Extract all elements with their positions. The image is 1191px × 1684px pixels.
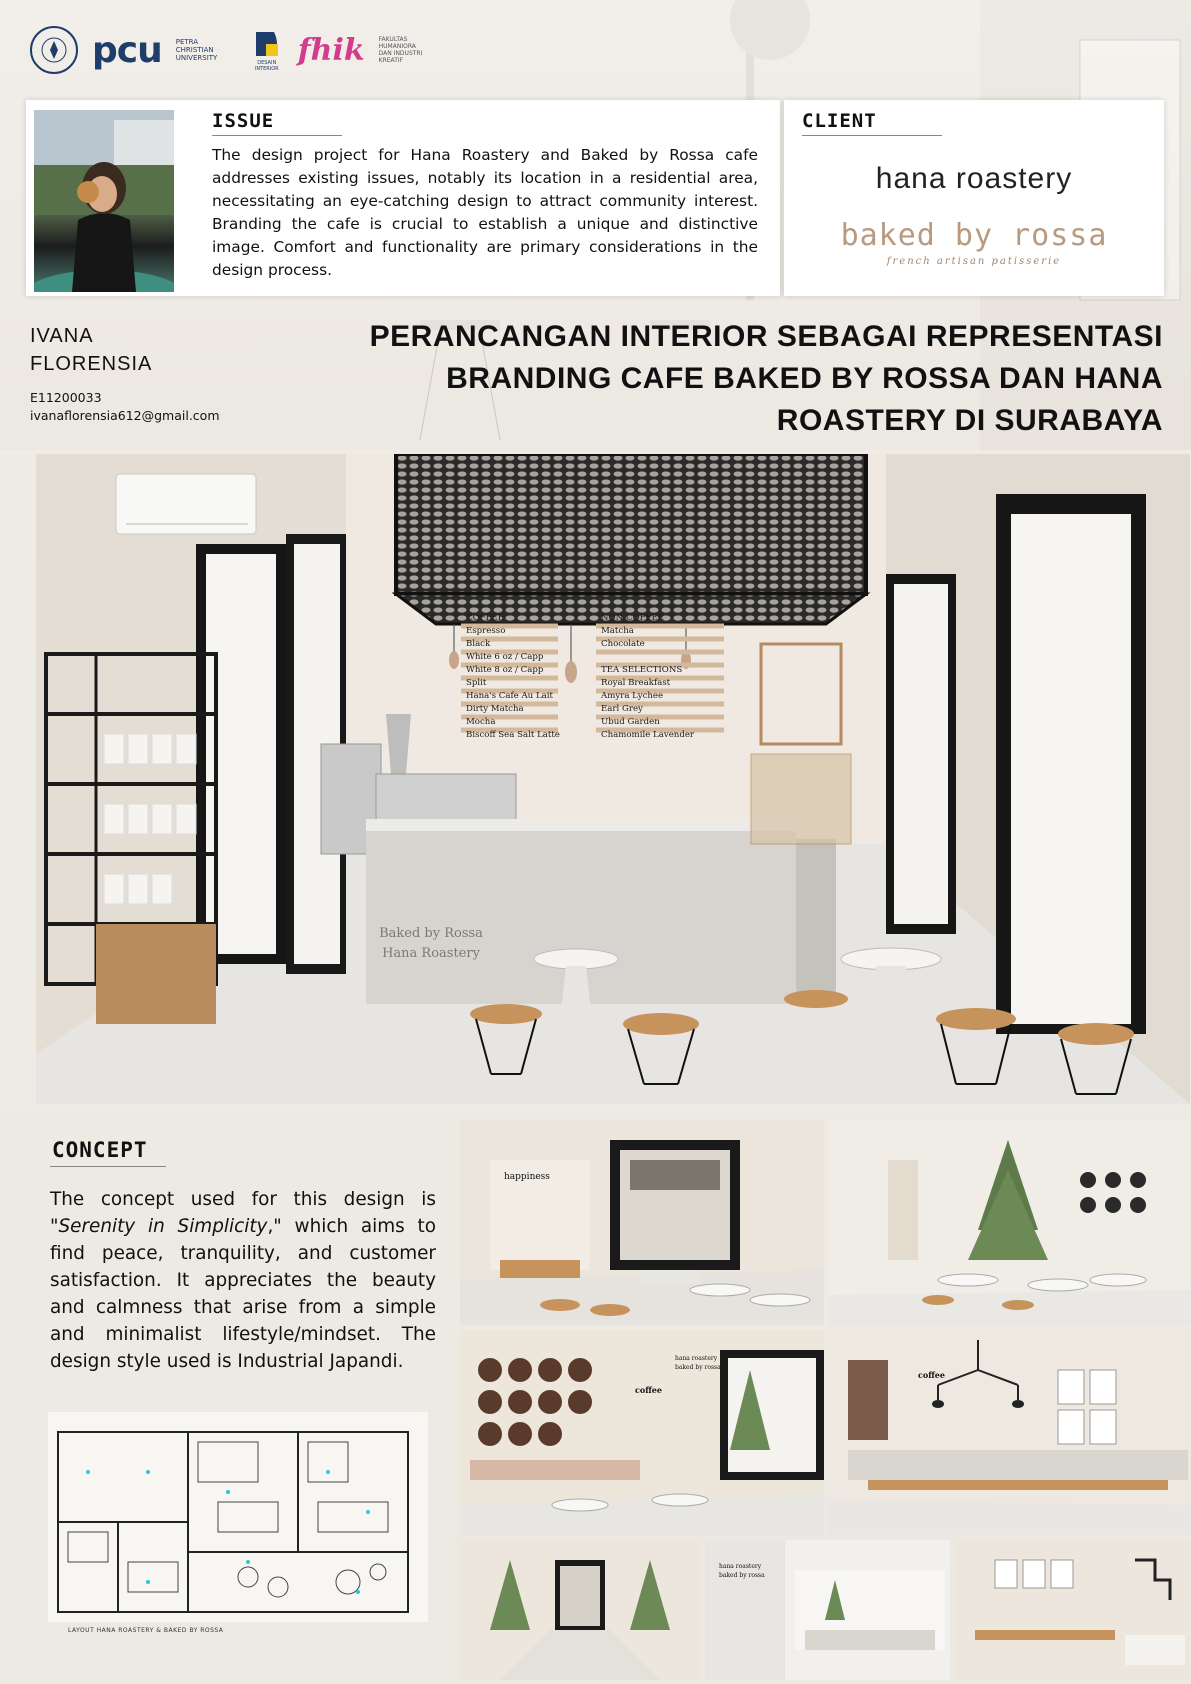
client-heading: CLIENT: [802, 110, 877, 132]
floor-plan-caption: LAYOUT HANA ROASTERY & BAKED BY ROSSA: [68, 1627, 224, 1634]
tea-item: Royal Breakfast: [601, 678, 671, 688]
author-student-id: E11200033: [30, 390, 102, 405]
concept-emphasis: Serenity in Simplicity: [58, 1216, 268, 1237]
noncoffee-item: Matcha: [601, 626, 634, 636]
main-interior-render: [36, 454, 1190, 1104]
brand-wall-sign-2: [719, 1562, 765, 1580]
happiness-wall-text: happiness: [504, 1172, 550, 1182]
brand-sign-line-1: hana roastery: [675, 1355, 718, 1362]
noncoffee-item: Chocolate: [601, 639, 645, 649]
project-title: [303, 316, 1163, 442]
title-line-3: ROASTERY DI SURABAYA: [776, 404, 1163, 437]
noncoffee-menu-header: NON-COFFEE: [601, 613, 665, 623]
concept-heading: CONCEPT: [52, 1138, 148, 1162]
coffee-menu-board: [466, 612, 560, 742]
gallery-render-counter-view: [705, 1540, 950, 1680]
counter-sign: [371, 924, 491, 964]
tea-item: Ubud Garden: [601, 717, 660, 727]
logo-bar: [30, 20, 429, 80]
coffee-item: Dirty Matcha: [466, 704, 524, 714]
issue-card: [26, 100, 780, 296]
counter-sign-line-1: Baked by Rossa: [379, 926, 483, 941]
coffee-wall-text-2: coffee: [918, 1370, 945, 1380]
coffee-item: Mocha: [466, 717, 496, 727]
coffee-item: White 6 oz / Capp: [466, 652, 544, 662]
issue-heading-rule: [212, 135, 342, 136]
coffee-item: White 8 oz / Capp: [466, 665, 544, 675]
coffee-menu-header: COFFEE: [466, 613, 505, 623]
brand-sign-line-2: baked by rossa: [719, 1572, 765, 1579]
brand-wall-sign-1: [675, 1354, 721, 1372]
gallery-render-seating: [955, 1540, 1190, 1680]
coffee-item: Espresso: [466, 626, 506, 636]
gallery-render-lounge: [828, 1330, 1190, 1535]
hana-roastery-logo: hana roastery: [875, 162, 1073, 195]
coffee-item: Hana's Cafe Au Lait: [466, 691, 553, 701]
brand-sign-line-1: hana roastery: [719, 1563, 762, 1570]
brand-sign-line-2: baked by rossa: [675, 1364, 721, 1371]
client-heading-rule: [802, 135, 942, 136]
author-last-name: FLORENSIA: [30, 353, 153, 375]
tea-item: Chamomile Lavender: [601, 730, 695, 740]
tea-menu-header: TEA SELECTIONS: [601, 665, 683, 675]
baked-by-rossa-tagline: french artisan patisserie: [886, 256, 1062, 267]
author-name: [30, 322, 152, 378]
concept-text: [50, 1186, 436, 1375]
fhik-logo: fhik: [297, 32, 365, 68]
author-email: ivanaflorensia612@gmail.com: [30, 408, 220, 423]
title-line-1: PERANCANGAN INTERIOR SEBAGAI REPRESENTASI: [369, 320, 1163, 353]
baked-by-rossa-logo: baked by rossa: [840, 218, 1108, 253]
university-seal-logo: [30, 26, 78, 74]
gallery-render-corridor: [460, 1540, 700, 1680]
gallery-render-entrance: [460, 1120, 824, 1325]
coffee-wall-text-1: coffee: [635, 1385, 662, 1395]
coffee-item: Split: [466, 678, 487, 688]
author-first-name: IVANA: [30, 325, 94, 347]
author-photo: [34, 110, 174, 292]
concept-text-part-1: The concept used for this design is ": [50, 1189, 436, 1237]
title-line-2: BRANDING CAFE BAKED BY ROSSA DAN HANA: [446, 362, 1163, 395]
client-card: [784, 100, 1164, 296]
issue-text: The design project for Hana Roastery and Baked by Rossa cafe addresses existing issues, notably its location in a residential area, necessitating an eye-catching design to attract community interest. Branding the cafe is crucial to establish a unique and distinctive image. Comfort and functionality are primary considerations in the design process.: [212, 146, 758, 279]
floor-plan-drawing: [48, 1412, 428, 1622]
pcu-logo-subtitle: PETRA CHRISTIAN UNIVERSITY: [175, 38, 218, 62]
tea-item: Amyra Lychee: [601, 691, 664, 701]
fhik-logo-subtitle: FAKULTAS HUMANIORA DAN INDUSTRI KREATIF: [378, 36, 423, 64]
gallery-render-dining-tree: [828, 1120, 1190, 1325]
desain-interior-label: DESAIN INTERIOR: [254, 60, 279, 72]
issue-heading: ISSUE: [212, 110, 275, 132]
concept-heading-rule: [50, 1166, 166, 1167]
counter-sign-line-2: Hana Roastery: [382, 946, 480, 961]
pcu-logo: pcu: [92, 29, 162, 71]
concept-text-part-2: ," which aims to find peace, tranquility, and customer satisfaction. It appreciates the beauty and calmness that arise from a simple and minimalist lifestyle/mindset. The design style used is Industrial Japandi.: [50, 1216, 436, 1372]
noncoffee-menu-board: [601, 612, 694, 742]
tea-item: Earl Grey: [601, 704, 643, 714]
desain-interior-logo: [250, 28, 284, 72]
coffee-item: Biscoff Sea Salt Latte: [466, 730, 560, 740]
gallery-render-circle-wall: [460, 1330, 824, 1535]
coffee-item: Black: [466, 639, 491, 649]
